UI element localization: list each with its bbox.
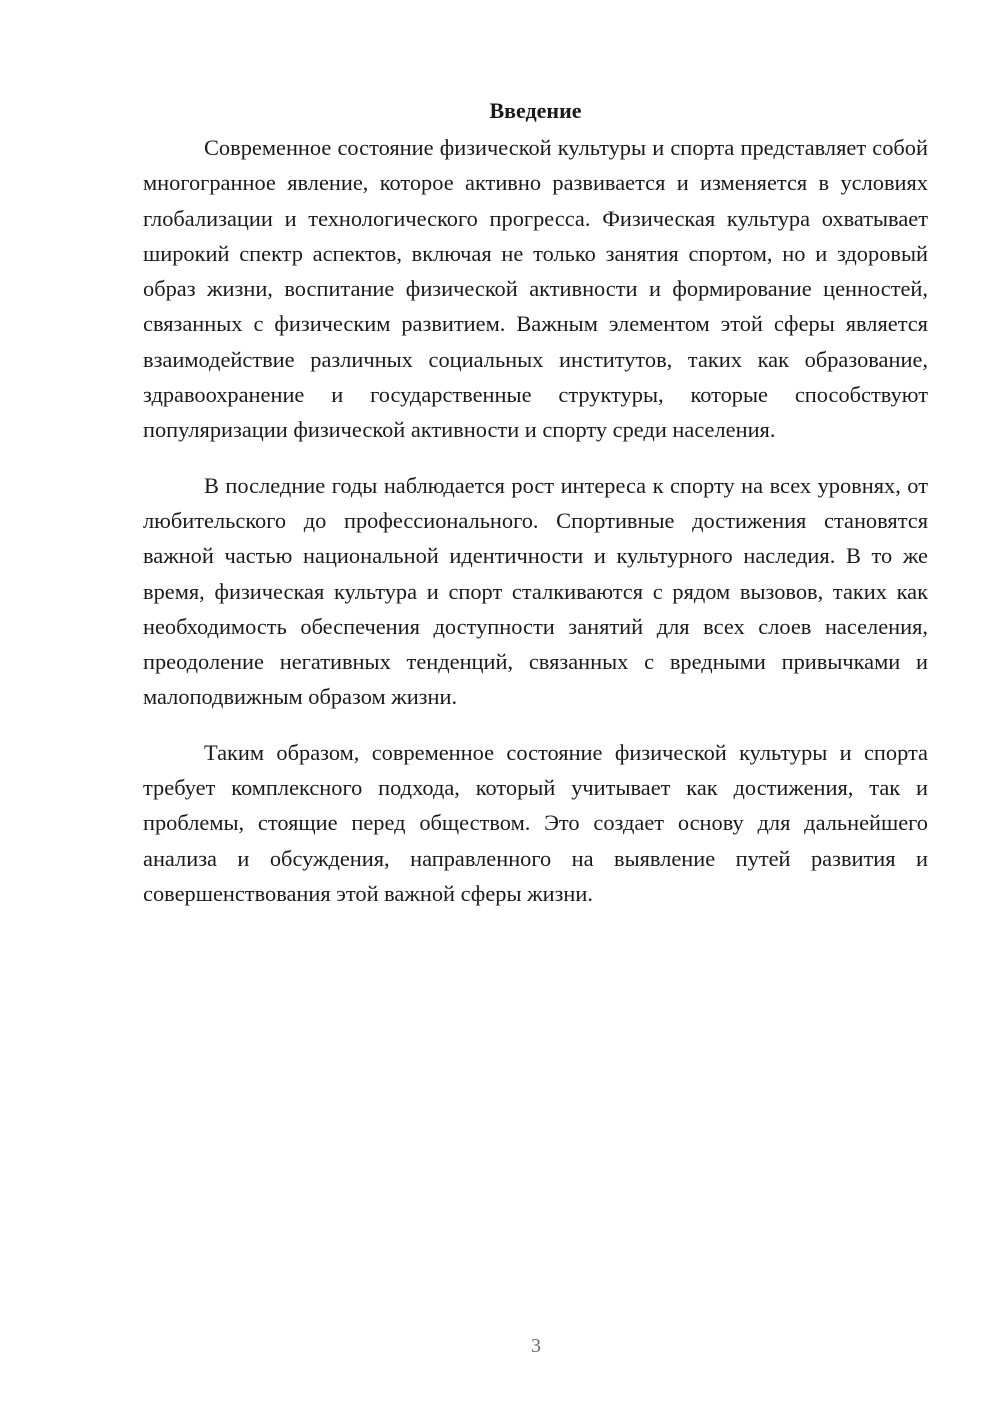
page-content xyxy=(143,96,928,931)
page-number: 3 xyxy=(531,1335,541,1357)
paragraph-3: Таким образом, современное состояние физической культуры и спорта требует комплексного подхода, который учитывает как достижения, так и проблемы, стоящие перед обществом. Это создает основу для дальнейшего анализа и обсуждения, направленного на выявление путей развития и совершенствования этой важной сферы жизни. xyxy=(143,739,928,906)
paragraph-1: Современное состояние физической культуры и спорта представляет собой многогранное явление, которое активно развивается и изменяется в условиях глобализации и технологического прогресса. Физическая культура охватывает широкий спектр аспектов, включая не только занятия спортом, но и здоровый образ жизни, воспитание физической активности и формирование ценностей, связанных с физическим развитием. Важным элементом этой сферы является взаимодействие различных социальных институтов, таких как образование, здравоохранение и государственные структуры, которые способствуют популяризации физической активности и спорту среди населения. xyxy=(143,135,928,443)
section-heading: Введение xyxy=(489,98,582,123)
paragraph-2: В последние годы наблюдается рост интереса к спорту на всех уровнях, от любительского до профессионального. Спортивные достижения становятся важной частью национальной идентичности и культурного наследия. В то же время, физическая культура и спорт сталкиваются с рядом вызовов, таких как необходимость обеспечения доступности занятий для всех слоев населения, преодоление негативных тенденций, связанных с вредными привычками и малоподвижным образом жизни. xyxy=(143,472,928,710)
